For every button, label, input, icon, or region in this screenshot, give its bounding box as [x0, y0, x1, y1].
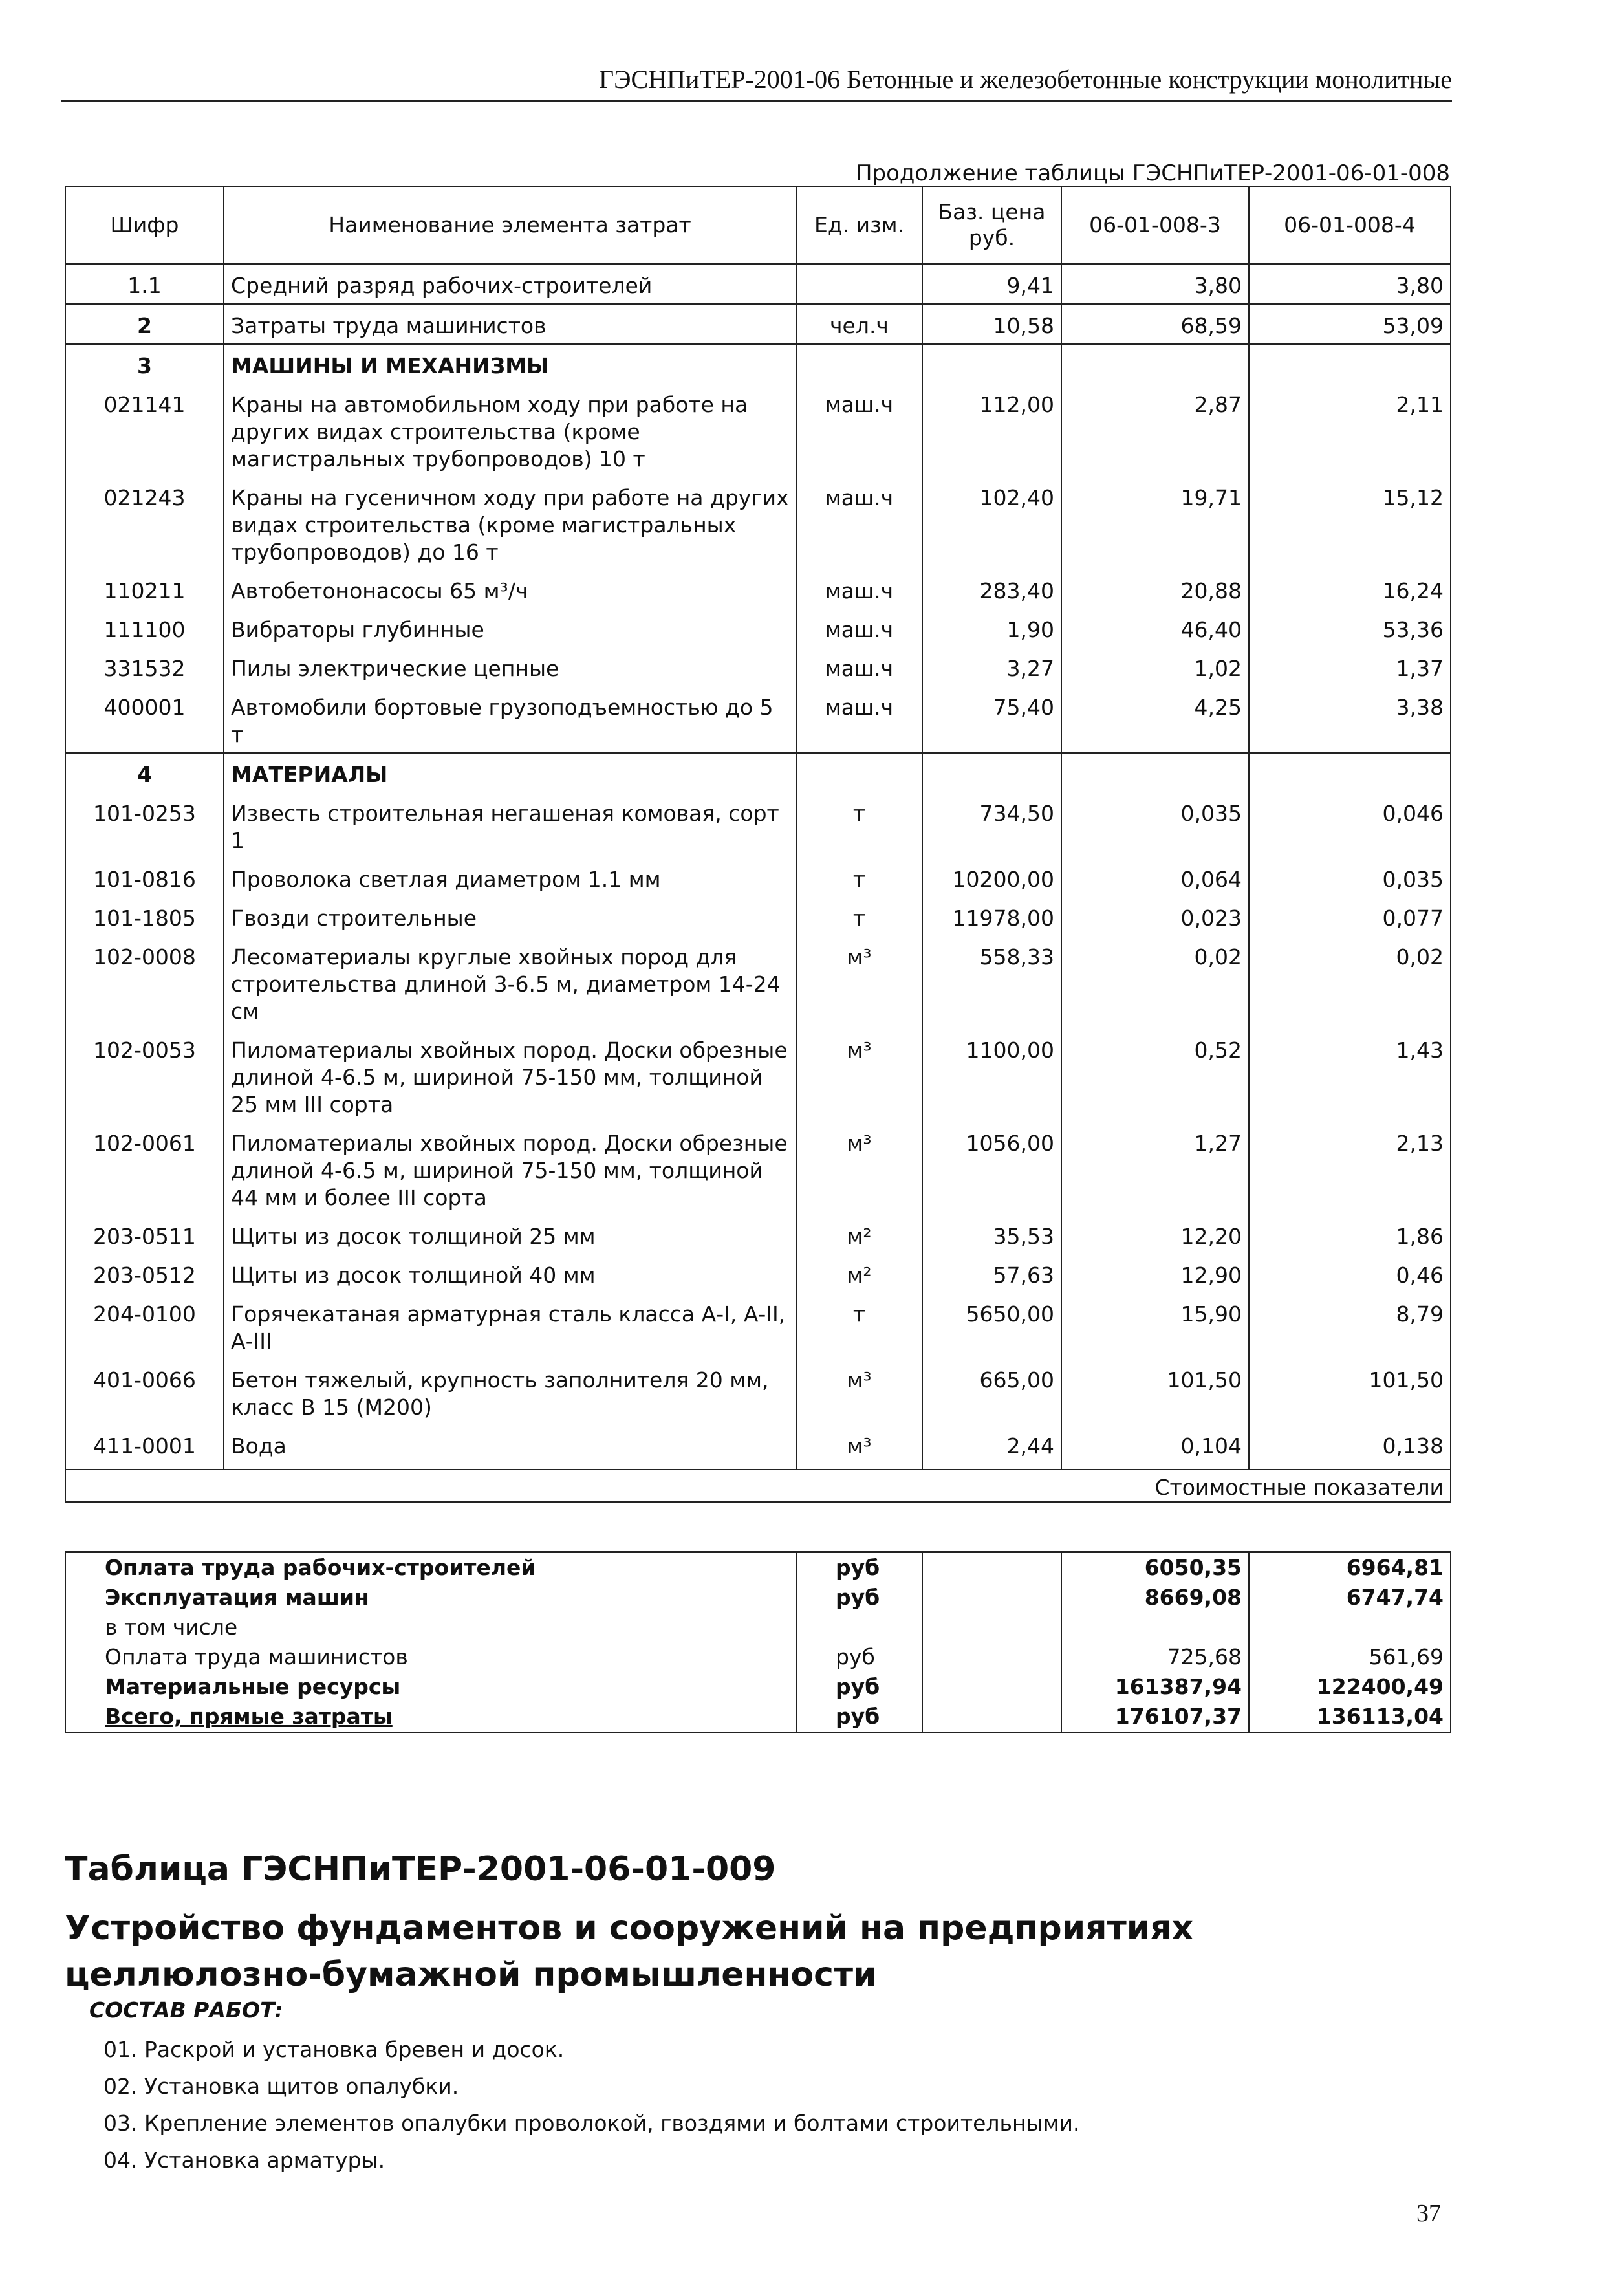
- row-value-norm-3: 1,02: [1061, 647, 1249, 686]
- row-value-norm-3: 0,104: [1061, 1425, 1249, 1464]
- summary-unit: руб: [796, 1642, 922, 1672]
- row-unit: м³: [796, 1359, 922, 1425]
- resource-table: [65, 186, 1451, 1503]
- row-code: 401-0066: [65, 1359, 224, 1425]
- summary-unit: руб: [796, 1672, 922, 1702]
- summary-unit: [796, 1613, 922, 1642]
- row-unit: т: [796, 897, 922, 936]
- row-unit: м³: [796, 1425, 922, 1464]
- row-value-norm-3: 1,27: [1061, 1122, 1249, 1215]
- row-name: Пиломатериалы хвойных пород. Доски обрезные длиной 4-6.5 м, шириной 75-150 мм, толщиной 44 мм и более III сорта: [224, 1122, 796, 1215]
- summary-value-norm-3: 8669,08: [1061, 1583, 1249, 1613]
- spacer-cell: [922, 1464, 1061, 1470]
- summary-value-norm-4: 6964,81: [1249, 1552, 1451, 1583]
- cost-caption: Стоимостные показатели: [65, 1470, 1451, 1502]
- table-row: [65, 1425, 1451, 1464]
- row-value-norm-3: 68,59: [1061, 304, 1249, 344]
- row-value-norm-4: 2,13: [1249, 1122, 1451, 1215]
- table-row: [65, 264, 1451, 304]
- row-name: Вода: [224, 1425, 796, 1464]
- row-base-price: 558,33: [922, 936, 1061, 1029]
- table-row-spacer: [65, 1464, 1451, 1470]
- summary-row: [65, 1702, 1451, 1733]
- table-row: [65, 686, 1451, 753]
- row-code: 101-1805: [65, 897, 224, 936]
- row-value-norm-3: 15,90: [1061, 1293, 1249, 1359]
- row-name: Щиты из досок толщиной 40 мм: [224, 1254, 796, 1293]
- column-header-norm-4: 06-01-008-4: [1249, 186, 1451, 264]
- row-value-norm-4: 0,46: [1249, 1254, 1451, 1293]
- row-value-norm-3: 0,52: [1061, 1029, 1249, 1122]
- row-code: 111100: [65, 609, 224, 647]
- summary-empty: [922, 1552, 1061, 1583]
- table-row: [65, 1122, 1451, 1215]
- row-unit: маш.ч: [796, 477, 922, 570]
- row-code: 204-0100: [65, 1293, 224, 1359]
- row-unit: [796, 264, 922, 304]
- summary-label: Эксплуатация машин: [65, 1583, 796, 1613]
- row-name: Бетон тяжелый, крупность заполнителя 20 мм, класс В 15 (М200): [224, 1359, 796, 1425]
- row-value-norm-3: 46,40: [1061, 609, 1249, 647]
- table-row: [65, 570, 1451, 609]
- table-row: [65, 477, 1451, 570]
- work-item: 03. Крепление элементов опалубки проволокой, гвоздями и болтами строительными.: [103, 2111, 1080, 2136]
- row-base-price: 3,27: [922, 647, 1061, 686]
- row-base-price: 9,41: [922, 264, 1061, 304]
- summary-body: [65, 1552, 1451, 1733]
- row-code: 101-0816: [65, 858, 224, 897]
- row-code: 102-0008: [65, 936, 224, 1029]
- row-code: 1.1: [65, 264, 224, 304]
- row-value-norm-4: 0,138: [1249, 1425, 1451, 1464]
- row-base-price: 10200,00: [922, 858, 1061, 897]
- works-caption: СОСТАВ РАБОТ:: [89, 1997, 283, 2023]
- next-table-title: Таблица ГЭСНПиТЕР-2001-06-01-009: [65, 1850, 776, 1889]
- row-value-norm-4: 1,43: [1249, 1029, 1451, 1122]
- summary-empty: [922, 1642, 1061, 1672]
- row-base-price: 1100,00: [922, 1029, 1061, 1122]
- table-row: [65, 1293, 1451, 1359]
- row-base-price: 1,90: [922, 609, 1061, 647]
- summary-label: Всего, прямые затраты: [65, 1702, 796, 1733]
- row-unit: маш.ч: [796, 609, 922, 647]
- row-value-norm-4: 0,035: [1249, 858, 1451, 897]
- row-unit: м³: [796, 1029, 922, 1122]
- row-unit: [796, 344, 922, 384]
- work-item: 04. Установка арматуры.: [103, 2147, 385, 2173]
- column-header-base-price: Баз. цена руб.: [922, 186, 1061, 264]
- row-value-norm-4: [1249, 344, 1451, 384]
- row-unit: маш.ч: [796, 647, 922, 686]
- spacer-cell: [1249, 1464, 1451, 1470]
- table-row: [65, 1215, 1451, 1254]
- summary-value-norm-3: [1061, 1613, 1249, 1642]
- row-code: 021243: [65, 477, 224, 570]
- row-name: Лесоматериалы круглые хвойных пород для строительства длиной 3-6.5 м, диаметром 14-24 см: [224, 936, 796, 1029]
- summary-label: Материальные ресурсы: [65, 1672, 796, 1702]
- row-name: Пилы электрические цепные: [224, 647, 796, 686]
- row-value-norm-4: 0,02: [1249, 936, 1451, 1029]
- table-body: [65, 264, 1451, 1502]
- row-value-norm-4: 53,36: [1249, 609, 1451, 647]
- row-name: Затраты труда машинистов: [224, 304, 796, 344]
- row-unit: м²: [796, 1254, 922, 1293]
- row-value-norm-4: 16,24: [1249, 570, 1451, 609]
- row-name: Краны на автомобильном ходу при работе на других видах строительства (кроме магистральных трубопроводов) 10 т: [224, 384, 796, 477]
- row-base-price: 2,44: [922, 1425, 1061, 1464]
- table-row: [65, 609, 1451, 647]
- row-value-norm-3: 0,064: [1061, 858, 1249, 897]
- row-value-norm-4: 0,046: [1249, 792, 1451, 858]
- row-value-norm-4: 2,11: [1249, 384, 1451, 477]
- row-code: 400001: [65, 686, 224, 753]
- summary-value-norm-3: 6050,35: [1061, 1552, 1249, 1583]
- running-header: [61, 60, 1452, 102]
- row-value-norm-3: 3,80: [1061, 264, 1249, 304]
- summary-value-norm-4: 122400,49: [1249, 1672, 1451, 1702]
- summary-label: в том числе: [65, 1613, 796, 1642]
- row-name: Краны на гусеничном ходу при работе на других видах строительства (кроме магистральных трубопроводов) до 16 т: [224, 477, 796, 570]
- summary-empty: [922, 1702, 1061, 1733]
- summary-value-norm-3: 161387,94: [1061, 1672, 1249, 1702]
- row-name: Гвозди строительные: [224, 897, 796, 936]
- row-name: Проволока светлая диаметром 1.1 мм: [224, 858, 796, 897]
- work-item: 02. Установка щитов опалубки.: [103, 2074, 459, 2099]
- summary-label: Оплата труда машинистов: [65, 1642, 796, 1672]
- column-header-code: Шифр: [65, 186, 224, 264]
- spacer-cell: [1061, 1464, 1249, 1470]
- row-name: МАТЕРИАЛЫ: [224, 753, 796, 792]
- spacer-cell: [796, 1464, 922, 1470]
- row-code: 203-0511: [65, 1215, 224, 1254]
- summary-value-norm-3: 176107,37: [1061, 1702, 1249, 1733]
- row-code: 203-0512: [65, 1254, 224, 1293]
- row-unit: маш.ч: [796, 384, 922, 477]
- row-unit: т: [796, 792, 922, 858]
- works-list: [103, 2031, 1079, 2179]
- row-base-price: [922, 344, 1061, 384]
- row-unit: м³: [796, 936, 922, 1029]
- table-row: [65, 1254, 1451, 1293]
- row-unit: м²: [796, 1215, 922, 1254]
- spacer-cell: [224, 1464, 796, 1470]
- row-name: Вибраторы глубинные: [224, 609, 796, 647]
- row-value-norm-3: 101,50: [1061, 1359, 1249, 1425]
- row-value-norm-4: 1,37: [1249, 647, 1451, 686]
- row-value-norm-3: 19,71: [1061, 477, 1249, 570]
- row-value-norm-3: [1061, 344, 1249, 384]
- table-row: [65, 647, 1451, 686]
- row-unit: т: [796, 858, 922, 897]
- row-code: 110211: [65, 570, 224, 609]
- row-base-price: 283,40: [922, 570, 1061, 609]
- row-value-norm-4: 101,50: [1249, 1359, 1451, 1425]
- row-name: Автобетононасосы 65 м³/ч: [224, 570, 796, 609]
- table-row: [65, 936, 1451, 1029]
- row-value-norm-4: 3,80: [1249, 264, 1451, 304]
- row-value-norm-4: 53,09: [1249, 304, 1451, 344]
- table-row: [65, 384, 1451, 477]
- table-row: [65, 753, 1451, 792]
- next-table-subtitle: Устройство фундаментов и сооружений на предприятиях целлюлозно-бумажной промышленности: [65, 1909, 1194, 1994]
- row-value-norm-4: 15,12: [1249, 477, 1451, 570]
- row-base-price: 102,40: [922, 477, 1061, 570]
- summary-row: [65, 1583, 1451, 1613]
- row-value-norm-3: 12,20: [1061, 1215, 1249, 1254]
- running-title: ГЭСНПиТЕР-2001-06 Бетонные и железобетонные конструкции монолитные: [598, 65, 1452, 94]
- row-unit: маш.ч: [796, 686, 922, 753]
- row-base-price: [922, 753, 1061, 792]
- row-code: 021141: [65, 384, 224, 477]
- table-row: [65, 344, 1451, 384]
- summary-value-norm-3: 725,68: [1061, 1642, 1249, 1672]
- summary-value-norm-4: 6747,74: [1249, 1583, 1451, 1613]
- row-unit: т: [796, 1293, 922, 1359]
- row-name: Автомобили бортовые грузоподъемностью до 5 т: [224, 686, 796, 753]
- summary-empty: [922, 1583, 1061, 1613]
- row-base-price: 1056,00: [922, 1122, 1061, 1215]
- row-value-norm-4: 8,79: [1249, 1293, 1451, 1359]
- cost-summary-table: [65, 1551, 1451, 1733]
- page-number: 37: [1416, 2200, 1441, 2227]
- work-item: 01. Раскрой и установка бревен и досок.: [103, 2037, 565, 2062]
- row-base-price: 112,00: [922, 384, 1061, 477]
- row-value-norm-3: 12,90: [1061, 1254, 1249, 1293]
- row-code: 2: [65, 304, 224, 344]
- row-value-norm-3: [1061, 753, 1249, 792]
- column-header-norm-3: 06-01-008-3: [1061, 186, 1249, 264]
- row-code: 3: [65, 344, 224, 384]
- row-value-norm-3: 0,023: [1061, 897, 1249, 936]
- row-code: 102-0053: [65, 1029, 224, 1122]
- table-row: [65, 1029, 1451, 1122]
- row-value-norm-4: 1,86: [1249, 1215, 1451, 1254]
- row-code: 411-0001: [65, 1425, 224, 1464]
- summary-unit: руб: [796, 1702, 922, 1733]
- row-value-norm-4: 0,077: [1249, 897, 1451, 936]
- summary-row: [65, 1642, 1451, 1672]
- row-value-norm-3: 0,02: [1061, 936, 1249, 1029]
- column-header-unit: Ед. изм.: [796, 186, 922, 264]
- summary-empty: [922, 1672, 1061, 1702]
- table-row: [65, 304, 1451, 344]
- row-value-norm-3: 0,035: [1061, 792, 1249, 858]
- row-value-norm-4: 3,38: [1249, 686, 1451, 753]
- table-row: [65, 897, 1451, 936]
- row-base-price: 734,50: [922, 792, 1061, 858]
- row-base-price: 75,40: [922, 686, 1061, 753]
- row-value-norm-3: 4,25: [1061, 686, 1249, 753]
- summary-value-norm-4: 561,69: [1249, 1642, 1451, 1672]
- summary-unit: руб: [796, 1583, 922, 1613]
- row-unit: [796, 753, 922, 792]
- summary-row: [65, 1672, 1451, 1702]
- row-unit: м³: [796, 1122, 922, 1215]
- summary-unit: руб: [796, 1552, 922, 1583]
- row-base-price: 11978,00: [922, 897, 1061, 936]
- row-base-price: 10,58: [922, 304, 1061, 344]
- summary-label: Оплата труда рабочих-строителей: [65, 1552, 796, 1583]
- cost-caption-row: [65, 1470, 1451, 1502]
- summary-empty: [922, 1613, 1061, 1642]
- row-base-price: 57,63: [922, 1254, 1061, 1293]
- table-header-row: [65, 186, 1451, 264]
- row-value-norm-3: 20,88: [1061, 570, 1249, 609]
- row-base-price: 5650,00: [922, 1293, 1061, 1359]
- row-base-price: 35,53: [922, 1215, 1061, 1254]
- table-row: [65, 1359, 1451, 1425]
- summary-value-norm-4: 136113,04: [1249, 1702, 1451, 1733]
- row-unit: чел.ч: [796, 304, 922, 344]
- row-code: 4: [65, 753, 224, 792]
- summary-value-norm-4: [1249, 1613, 1451, 1642]
- row-name: Пиломатериалы хвойных пород. Доски обрезные длиной 4-6.5 м, шириной 75-150 мм, толщиной 25 мм III сорта: [224, 1029, 796, 1122]
- row-name: МАШИНЫ И МЕХАНИЗМЫ: [224, 344, 796, 384]
- summary-row: [65, 1552, 1451, 1583]
- spacer-cell: [65, 1464, 224, 1470]
- row-code: 331532: [65, 647, 224, 686]
- row-code: 101-0253: [65, 792, 224, 858]
- row-name: Известь строительная негашеная комовая, сорт 1: [224, 792, 796, 858]
- row-name: Средний разряд рабочих-строителей: [224, 264, 796, 304]
- table-row: [65, 792, 1451, 858]
- row-name: Горячекатаная арматурная сталь класса А-I, А-II, А-III: [224, 1293, 796, 1359]
- row-unit: маш.ч: [796, 570, 922, 609]
- row-base-price: 665,00: [922, 1359, 1061, 1425]
- summary-row: [65, 1613, 1451, 1642]
- table-continuation-caption: Продолжение таблицы ГЭСНПиТЕР-2001-06-01-008: [855, 160, 1450, 186]
- row-value-norm-3: 2,87: [1061, 384, 1249, 477]
- row-name: Щиты из досок толщиной 25 мм: [224, 1215, 796, 1254]
- row-value-norm-4: [1249, 753, 1451, 792]
- row-code: 102-0061: [65, 1122, 224, 1215]
- table-row: [65, 858, 1451, 897]
- column-header-name: Наименование элемента затрат: [224, 186, 796, 264]
